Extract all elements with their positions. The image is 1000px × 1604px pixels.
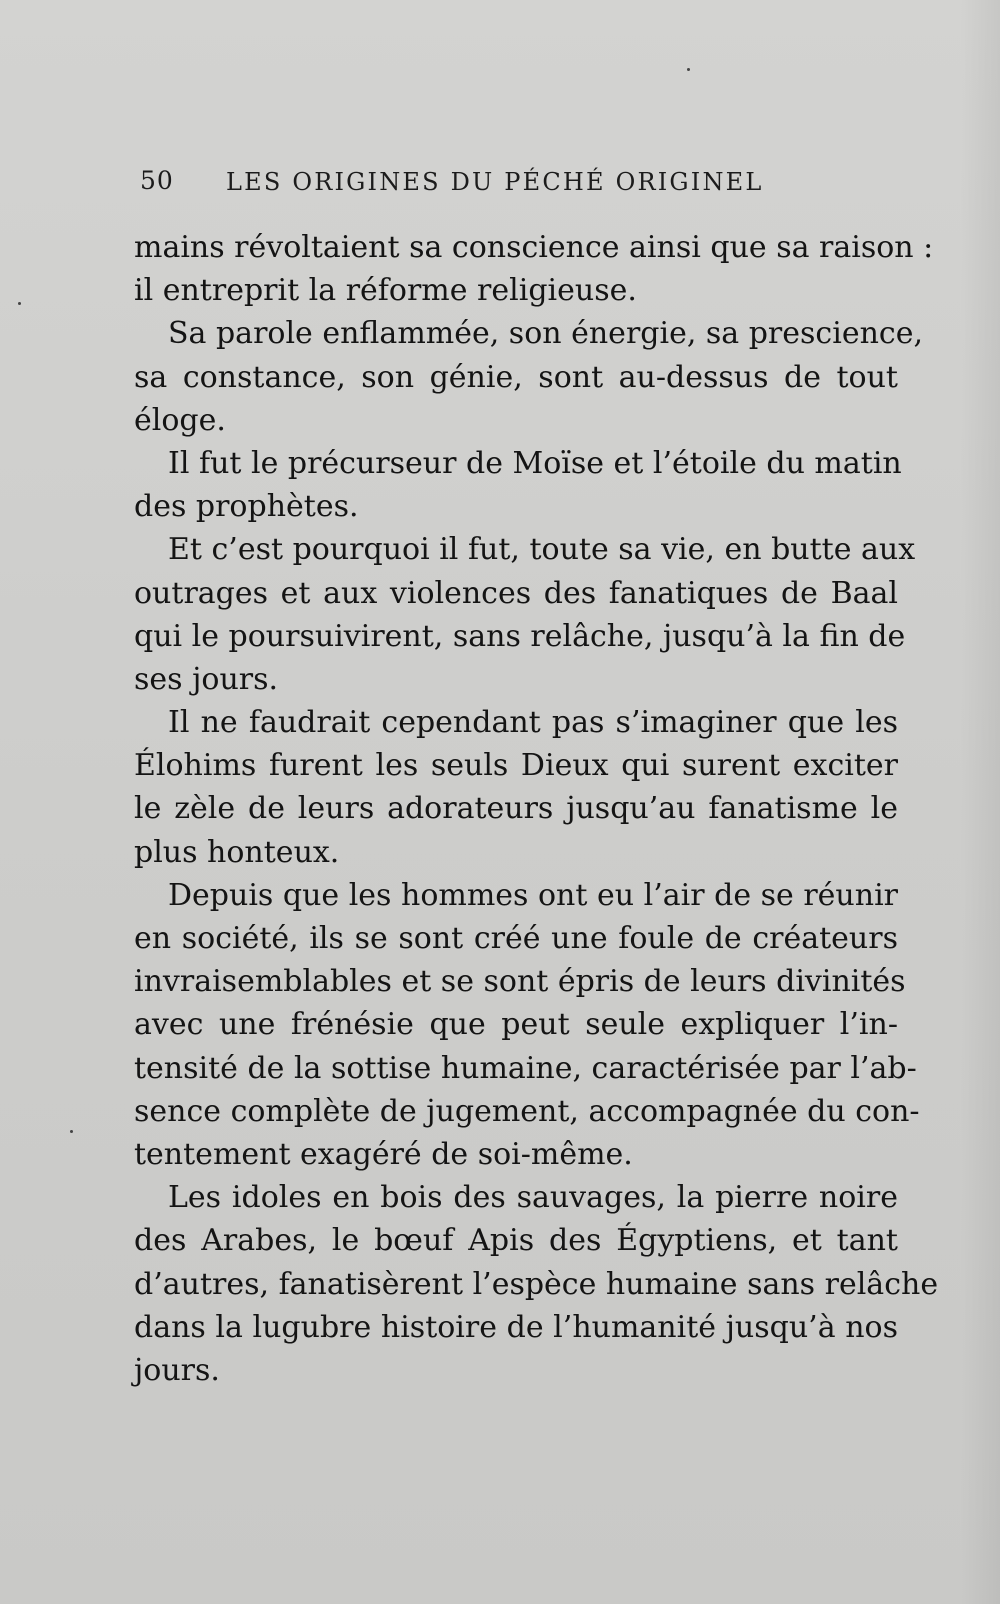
print-speck [18, 302, 21, 305]
text-line: plus honteux. [134, 834, 340, 870]
paragraph [134, 226, 934, 312]
running-title: LES ORIGINES DU PÉCHÉ ORIGINEL [226, 168, 764, 196]
text-line: des Arabes, le bœuf Apis des Égyptiens, et tant [134, 1223, 898, 1259]
running-head [140, 166, 820, 200]
text-line: sa constance, son génie, sont au-dessus de tout [134, 359, 898, 395]
text-line: jours. [134, 1352, 220, 1388]
text-line: ses jours. [134, 661, 279, 697]
text-line: d’autres, fanatisèrent l’espèce humaine sans relâche [134, 1266, 939, 1302]
text-line: avec une frénésie que peut seule expliquer l’in- [134, 1007, 898, 1043]
body-text [134, 226, 939, 1392]
text-line: mains révoltaient sa conscience ainsi que sa raison : [134, 230, 934, 265]
text-line: Depuis que les hommes ont eu l’air de se réunir [168, 877, 898, 913]
text-line: des prophètes. [134, 489, 359, 525]
text-line: tensité de la sottise humaine, caractérisée par l’ab- [134, 1050, 917, 1086]
text-line: Élohims furent les seuls Dieux qui surent exciter [134, 748, 898, 784]
paragraph [134, 312, 923, 442]
page-number: 50 [140, 166, 174, 195]
text-line: dans la lugubre histoire de l’humanité jusqu’à nos [134, 1309, 898, 1345]
paragraph [134, 701, 898, 874]
text-line: invraisemblables et se sont épris de leurs divinités [134, 964, 906, 1000]
paragraph [134, 442, 902, 528]
text-line: le zèle de leurs adorateurs jusqu’au fanatisme le [134, 791, 898, 827]
text-line: il entreprit la réforme religieuse. [134, 273, 637, 309]
print-speck [70, 1130, 73, 1133]
print-speck [687, 68, 690, 71]
paragraph [134, 874, 920, 1176]
text-line: Il fut le précurseur de Moïse et l’étoile du matin [168, 445, 902, 481]
text-line: éloge. [134, 402, 226, 438]
text-line: Sa parole enflammée, son énergie, sa prescience, [168, 316, 923, 352]
text-line: Et c’est pourquoi il fut, toute sa vie, en butte aux [168, 532, 916, 568]
text-line: Les idoles en bois des sauvages, la pierre noire [168, 1180, 898, 1216]
paragraph [134, 528, 916, 701]
text-line: Il ne faudrait cependant pas s’imaginer que les [168, 705, 898, 741]
paragraph [134, 1176, 939, 1392]
text-line: tentement exagéré de soi-même. [134, 1136, 633, 1172]
text-line: outrages et aux violences des fanatiques de Baal [134, 575, 898, 611]
text-line: sence complète de jugement, accompagnée du con- [134, 1093, 920, 1129]
text-line: en société, ils se sont créé une foule de créateurs [134, 921, 898, 956]
text-line: qui le poursuivirent, sans relâche, jusqu’à la fin de [134, 618, 906, 654]
